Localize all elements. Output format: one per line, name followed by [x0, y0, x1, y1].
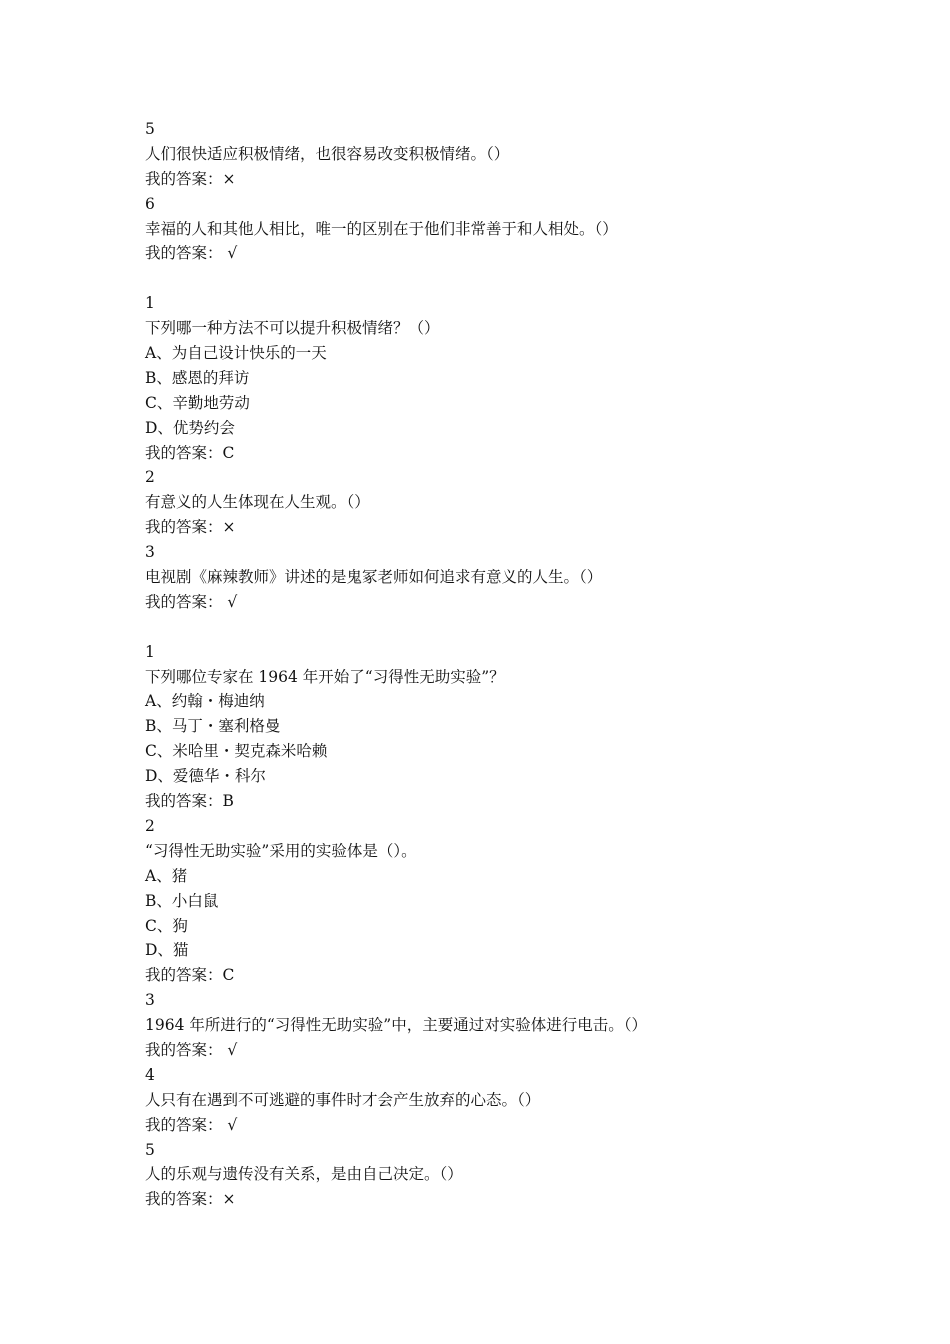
quiz-content	[145, 117, 845, 1212]
question-number: 5	[145, 120, 155, 138]
answer-option: A、为自己设计快乐的一天	[145, 344, 327, 363]
question-number: 2	[145, 816, 155, 835]
answer-option: C、狗	[145, 916, 188, 935]
answer-text: 我的答案： √	[145, 592, 238, 611]
answer-text: 我的答案：C	[145, 966, 235, 985]
question-number: 6	[145, 194, 155, 213]
quiz-section	[145, 640, 845, 1212]
answer-option: B、小白鼠	[145, 891, 219, 910]
question-number: 4	[145, 1065, 155, 1084]
question-text: 电视剧《麻辣教师》讲述的是鬼冢老师如何追求有意义的人生。（）	[145, 568, 603, 587]
question-number: 5	[145, 1140, 155, 1159]
answer-text: 我的答案：B	[145, 792, 234, 811]
question-number: 3	[145, 543, 155, 562]
question-text: 1964 年所进行的“习得性无助实验”中，主要通过对实验体进行电击。（）	[145, 1016, 647, 1035]
question-number: 3	[145, 991, 155, 1010]
answer-text: 我的答案：C	[145, 443, 235, 462]
answer-text: 我的答案： √	[145, 1040, 238, 1059]
question-text: 人的乐观与遗传没有关系，是由自己决定。（）	[145, 1165, 463, 1184]
question-text: 人只有在遇到不可逃避的事件时才会产生放弃的心态。（）	[145, 1090, 541, 1109]
question-text: 下列哪一种方法不可以提升积极情绪？（）	[145, 319, 440, 338]
section-gap	[145, 615, 845, 640]
quiz-section	[145, 291, 845, 615]
question-text: 有意义的人生体现在人生观。（）	[145, 493, 370, 512]
section-gap	[145, 266, 845, 291]
question-number: 1	[145, 642, 155, 661]
answer-option: A、约翰・梅迪纳	[145, 692, 265, 711]
answer-option: D、爱德华・科尔	[145, 767, 266, 786]
question-text: 下列哪位专家在 1964 年开始了“习得性无助实验”？	[145, 667, 505, 686]
answer-text: 我的答案：×	[145, 518, 236, 537]
answer-option: C、米哈里・契克森米哈赖	[145, 742, 328, 761]
quiz-section	[145, 117, 845, 266]
answer-option: B、感恩的拜访	[145, 368, 250, 387]
answer-option: D、猫	[145, 941, 189, 960]
answer-option: D、优势约会	[145, 418, 235, 437]
question-number: 2	[145, 468, 155, 487]
answer-text: 我的答案：×	[145, 1190, 236, 1209]
answer-option: B、马丁・塞利格曼	[145, 717, 281, 736]
question-text: “习得性无助实验”采用的实验体是（）。	[145, 841, 417, 860]
answer-option: C、辛勤地劳动	[145, 393, 250, 412]
answer-text: 我的答案： √	[145, 1115, 238, 1134]
question-text: 幸福的人和其他人相比，唯一的区别在于他们非常善于和人相处。（）	[145, 219, 618, 238]
answer-text: 我的答案：×	[145, 169, 236, 188]
question-text: 人们很快适应积极情绪，也很容易改变积极情绪。（）	[145, 144, 510, 163]
answer-option: A、猪	[145, 866, 188, 885]
question-number: 1	[145, 294, 155, 313]
answer-text: 我的答案： √	[145, 244, 238, 263]
